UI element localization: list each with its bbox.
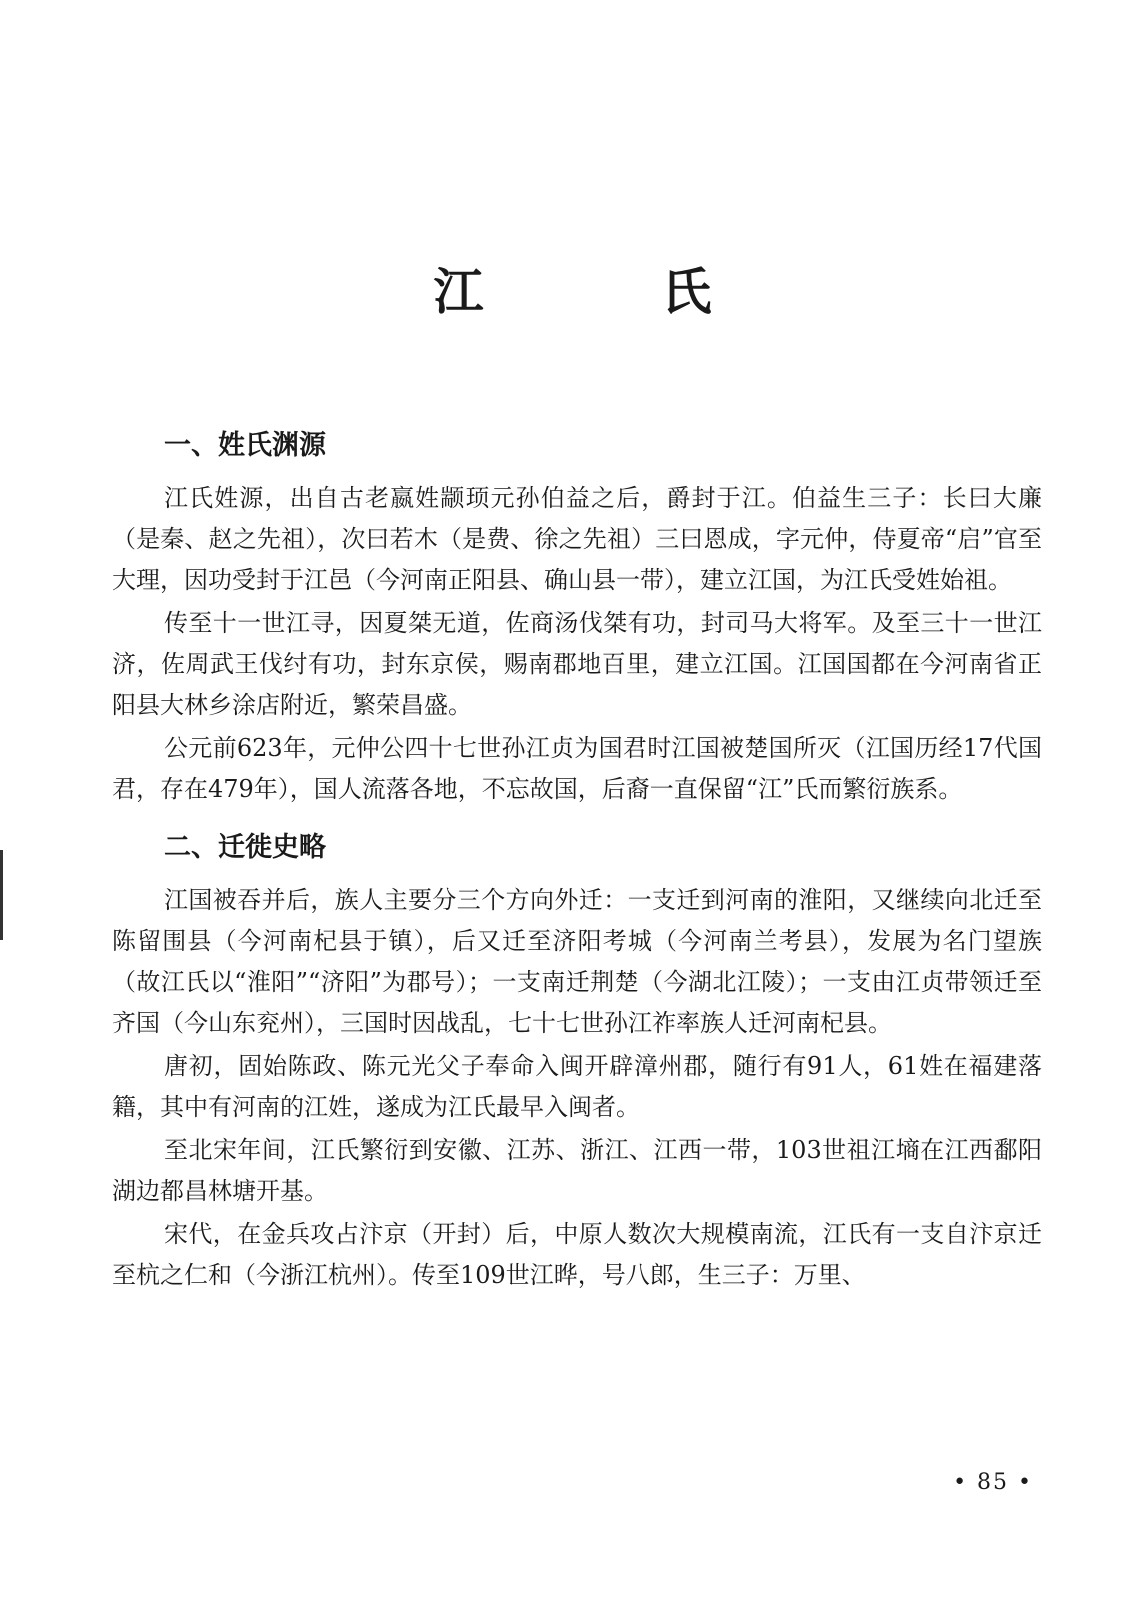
page-title: 江 氏 bbox=[433, 262, 776, 321]
scan-edge-mark bbox=[0, 850, 3, 940]
section-heading-origin: 一、姓氏渊源 bbox=[164, 430, 326, 461]
paragraph: 传至十一世江寻，因夏桀无道，佐商汤伐桀有功，封司马大将军。及至三十一世江济，佐周武王伐纣有功，封东京侯，赐南郡地百里，建立江国。江国国都在今河南省正阳县大林乡涂店附近，繁荣昌盛。 bbox=[112, 609, 1042, 719]
paragraph: 唐初，固始陈政、陈元光父子奉命入闽开辟漳州郡，随行有91人，61姓在福建落籍，其中有河南的江姓，遂成为江氏最早入闽者。 bbox=[112, 1052, 1042, 1121]
paragraph: 江氏姓源，出自古老嬴姓颛顼元孙伯益之后，爵封于江。伯益生三子：长曰大廉（是秦、赵之先祖），次曰若木（是费、徐之先祖）三曰恩成，字元仲，侍夏帝“启”官至大理，因功受封于江邑（今河南正阳县、确山县一带），建立江国，为江氏受姓始祖。 bbox=[112, 484, 1042, 594]
section-heading-migration: 二、迁徙史略 bbox=[164, 832, 326, 863]
page-number: • 85 • bbox=[953, 1470, 1033, 1495]
paragraph: 至北宋年间，江氏繁衍到安徽、江苏、浙江、江西一带，103世祖江墒在江西鄱阳湖边都昌林塘开基。 bbox=[112, 1136, 1042, 1205]
paragraph: 宋代，在金兵攻占汴京（开封）后，中原人数次大规模南流，江氏有一支自汴京迁至杭之仁和（今浙江杭州）。传至109世江晔，号八郎，生三子：万里、 bbox=[112, 1220, 1042, 1289]
paragraph: 公元前623年，元仲公四十七世孙江贞为国君时江国被楚国所灭（江国历经17代国君，存在479年），国人流落各地，不忘故国，后裔一直保留“江”氏而繁衍族系。 bbox=[112, 734, 1042, 803]
page-body bbox=[112, 428, 1042, 1298]
paragraph: 江国被吞并后，族人主要分三个方向外迁：一支迁到河南的淮阳，又继续向北迁至陈留围县（今河南杞县于镇），后又迁至济阳考城（今河南兰考县），发展为名门望族（故江氏以“淮阳”“济阳”为郡号）；一支南迁荆楚（今湖北江陵）；一支由江贞带领迁至齐国（今山东兖州），三国时因战乱，七十七世孙江祚率族人迁河南杞县。 bbox=[112, 886, 1042, 1037]
